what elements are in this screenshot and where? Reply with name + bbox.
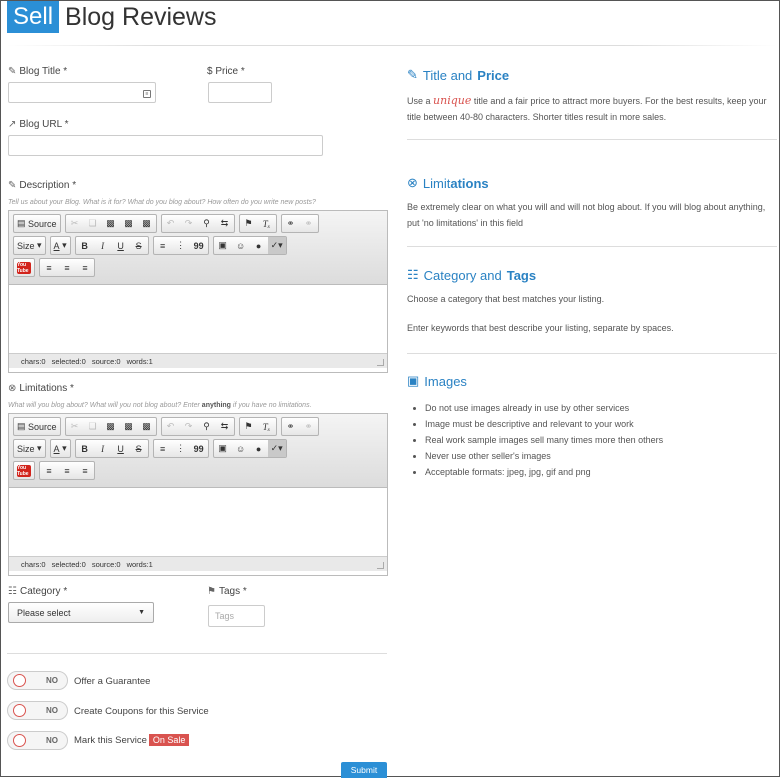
strikethrough-button[interactable]: S [135, 240, 142, 251]
size-dropdown[interactable]: Size ▾ [17, 443, 42, 454]
description-hint: Tell us about your Blog. What is it for? What do you blog about? How often do you write new posts? [8, 199, 316, 206]
align-center-icon[interactable]: ≡ [64, 465, 70, 476]
limitations-text: Be extremely clear on what you will and will not blog about. If you will blog about anything, put 'no limitations' in this field [407, 202, 766, 228]
page-header [7, 1, 216, 33]
blockquote-button[interactable]: 99 [193, 240, 204, 251]
page-title: Blog Reviews [65, 3, 217, 31]
special-char-icon[interactable]: ● [255, 240, 262, 251]
blockquote-button[interactable]: 99 [193, 443, 204, 454]
paste-text-icon[interactable]: ▩ [124, 218, 133, 228]
guarantee-label: Offer a Guarantee [74, 676, 151, 687]
sitemap-icon: ☷ [407, 267, 419, 282]
link-icon[interactable]: ⚭ [286, 218, 295, 228]
sell-badge: Sell [7, 1, 59, 33]
times-circle-icon: ⊗ [8, 382, 17, 394]
paste-text-icon[interactable]: ▩ [124, 421, 133, 431]
blog-url-input[interactable] [8, 135, 323, 156]
editor-status-bar: chars:0 selected:0 source:0 words:1 [9, 353, 387, 368]
paste-icon[interactable]: ▩ [106, 218, 115, 228]
header-divider [7, 45, 777, 46]
align-right-icon[interactable]: ≡ [82, 465, 88, 476]
paste-word-icon[interactable]: ▩ [142, 421, 151, 431]
help-divider [407, 246, 777, 247]
spellcheck-icon[interactable]: ✓▾ [268, 440, 286, 457]
times-circle-icon: ⊗ [407, 175, 418, 190]
font-color-button[interactable]: A ▾ [53, 240, 67, 251]
bold-button[interactable]: B [81, 240, 88, 251]
resize-grip-icon[interactable] [377, 562, 384, 569]
bulleted-list-icon[interactable]: ⋮ [176, 240, 186, 250]
strikethrough-button[interactable]: S [135, 443, 142, 454]
align-center-icon[interactable]: ≡ [64, 262, 70, 273]
list-item: • Real work sample images sell many times more then others [425, 432, 663, 448]
sitemap-icon: ☷ [8, 585, 17, 597]
limitations-hint: What will you blog about? What will you not blog about? Enter anything if you have no limitations. [8, 402, 312, 409]
limitations-editor-body[interactable] [9, 488, 387, 556]
description-editor-body[interactable] [9, 285, 387, 353]
category-label: ☷ Category * [8, 585, 68, 597]
help-divider [407, 353, 777, 354]
caret-down-icon: ▼ [138, 609, 145, 616]
align-right-icon[interactable]: ≡ [82, 262, 88, 273]
link-icon[interactable]: ⚭ [286, 421, 295, 431]
toggle-knob [13, 704, 26, 717]
on-sale-label: Mark this Service On Sale [74, 734, 189, 746]
price-input[interactable] [208, 82, 272, 103]
paste-word-icon[interactable]: ▩ [142, 218, 151, 228]
toggle-knob [13, 734, 26, 747]
limitations-label: ⊗ Limitations * [8, 382, 74, 394]
category-select[interactable]: Please select ▼ [8, 602, 154, 623]
blog-title-input[interactable] [8, 82, 156, 103]
align-left-icon[interactable]: ≡ [46, 465, 52, 476]
list-item: • Acceptable formats: jpeg, jpg, gif and png [425, 464, 663, 480]
spellcheck-icon[interactable]: ✓▾ [268, 237, 286, 254]
blog-title-label: ✎ Blog Title * [8, 65, 68, 77]
on-sale-toggle[interactable]: NO [7, 731, 68, 750]
italic-button[interactable]: I [101, 443, 105, 454]
paste-icon[interactable]: ▩ [106, 421, 115, 431]
limitations-editor[interactable] [8, 413, 388, 576]
title-price-heading: ✎ Title and Price [407, 67, 510, 83]
youtube-icon: You Tube [17, 465, 31, 477]
flag-icon[interactable]: ⚑ [244, 421, 253, 431]
category-help-text: Choose a category that best matches your listing. [407, 294, 605, 304]
cut-icon[interactable]: ✂ [70, 421, 79, 431]
special-char-icon[interactable]: ● [255, 443, 262, 454]
images-guidelines-list [413, 400, 663, 480]
redo-icon[interactable]: ↷ [184, 218, 193, 228]
unlink-icon[interactable]: ⚭ [304, 218, 313, 228]
flag-icon[interactable]: ⚑ [244, 218, 253, 228]
youtube-button[interactable] [14, 462, 34, 479]
submit-button[interactable]: Submit [341, 762, 387, 778]
images-heading: ▣ Images [407, 373, 467, 389]
picture-icon: ▣ [407, 373, 420, 388]
replace-icon[interactable]: ⇆ [220, 218, 229, 228]
resize-grip-icon[interactable] [377, 359, 384, 366]
pencil-icon: ✎ [407, 67, 418, 82]
remove-format-icon[interactable]: Tₓ [262, 421, 271, 432]
editor-toolbar [9, 414, 387, 488]
coupons-label: Create Coupons for this Service [74, 706, 209, 717]
youtube-button[interactable] [14, 259, 34, 276]
redo-icon[interactable]: ↷ [184, 421, 193, 431]
pencil-icon: ✎ [8, 65, 17, 77]
field-menu-icon[interactable]: ≡ [143, 90, 151, 98]
guarantee-toggle[interactable]: NO [7, 671, 68, 690]
size-dropdown[interactable]: Size ▾ [17, 240, 42, 251]
remove-format-icon[interactable]: Tₓ [262, 218, 271, 229]
youtube-icon: You Tube [17, 262, 31, 274]
smiley-icon[interactable]: ☺ [235, 240, 246, 251]
underline-button[interactable]: U [117, 443, 124, 454]
align-left-icon[interactable]: ≡ [46, 262, 52, 273]
image-icon[interactable]: ▣ [218, 240, 227, 250]
unlink-icon[interactable]: ⚭ [304, 421, 313, 431]
underline-button[interactable]: U [117, 240, 124, 251]
copy-icon[interactable]: ❏ [88, 421, 97, 431]
coupons-toggle[interactable]: NO [7, 701, 68, 720]
source-button[interactable]: ▤ Source [17, 218, 57, 229]
editor-toolbar [9, 211, 387, 285]
italic-button[interactable]: I [101, 240, 105, 251]
list-item: • Image must be descriptive and relevant to your work [425, 416, 663, 432]
list-item: • Never use other seller's images [425, 448, 663, 464]
tag-icon: ⚑ [207, 585, 216, 597]
limitations-heading: ⊗ Limitations [407, 175, 489, 191]
replace-icon[interactable]: ⇆ [220, 421, 229, 431]
find-icon[interactable]: ⚲ [203, 421, 210, 431]
tags-input[interactable]: Tags [208, 605, 265, 627]
description-label: ✎ Description * [8, 179, 77, 191]
tags-help-text: Enter keywords that best describe your listing, separate by spaces. [407, 323, 674, 333]
copy-icon[interactable]: ❏ [88, 218, 97, 228]
numbered-list-icon[interactable]: ≡ [159, 240, 166, 251]
tags-label: ⚑ Tags * [207, 585, 247, 597]
undo-icon[interactable]: ↶ [166, 218, 175, 228]
smiley-icon[interactable]: ☺ [235, 443, 246, 454]
blog-url-label: ↗ Blog URL * [8, 118, 69, 130]
edit-icon: ✎ [8, 179, 17, 191]
help-divider [407, 139, 777, 140]
source-button[interactable]: ▤ Source [17, 421, 57, 432]
bulleted-list-icon[interactable]: ⋮ [176, 443, 186, 453]
category-tags-heading: ☷ Category and Tags [407, 267, 537, 283]
cut-icon[interactable]: ✂ [70, 218, 79, 228]
toggle-knob [13, 674, 26, 687]
editor-status-bar: chars:0 selected:0 source:0 words:1 [9, 556, 387, 571]
font-color-button[interactable]: A ▾ [53, 443, 67, 454]
numbered-list-icon[interactable]: ≡ [159, 443, 166, 454]
external-link-icon: ↗ [8, 118, 17, 130]
title-price-text: Use a unique title and a fair price to attract more buyers. For the best results, keep your title between 40-80 characters. Shorter titles result in more sales. [407, 94, 767, 122]
list-item: • Do not use images already in use by other services [425, 400, 663, 416]
on-sale-badge: On Sale [149, 734, 190, 746]
image-icon[interactable]: ▣ [218, 443, 227, 453]
bold-button[interactable]: B [81, 443, 88, 454]
form-divider [7, 653, 387, 654]
undo-icon[interactable]: ↶ [166, 421, 175, 431]
description-editor[interactable] [8, 210, 388, 373]
find-icon[interactable]: ⚲ [203, 218, 210, 228]
price-label: $ Price * [207, 66, 245, 77]
